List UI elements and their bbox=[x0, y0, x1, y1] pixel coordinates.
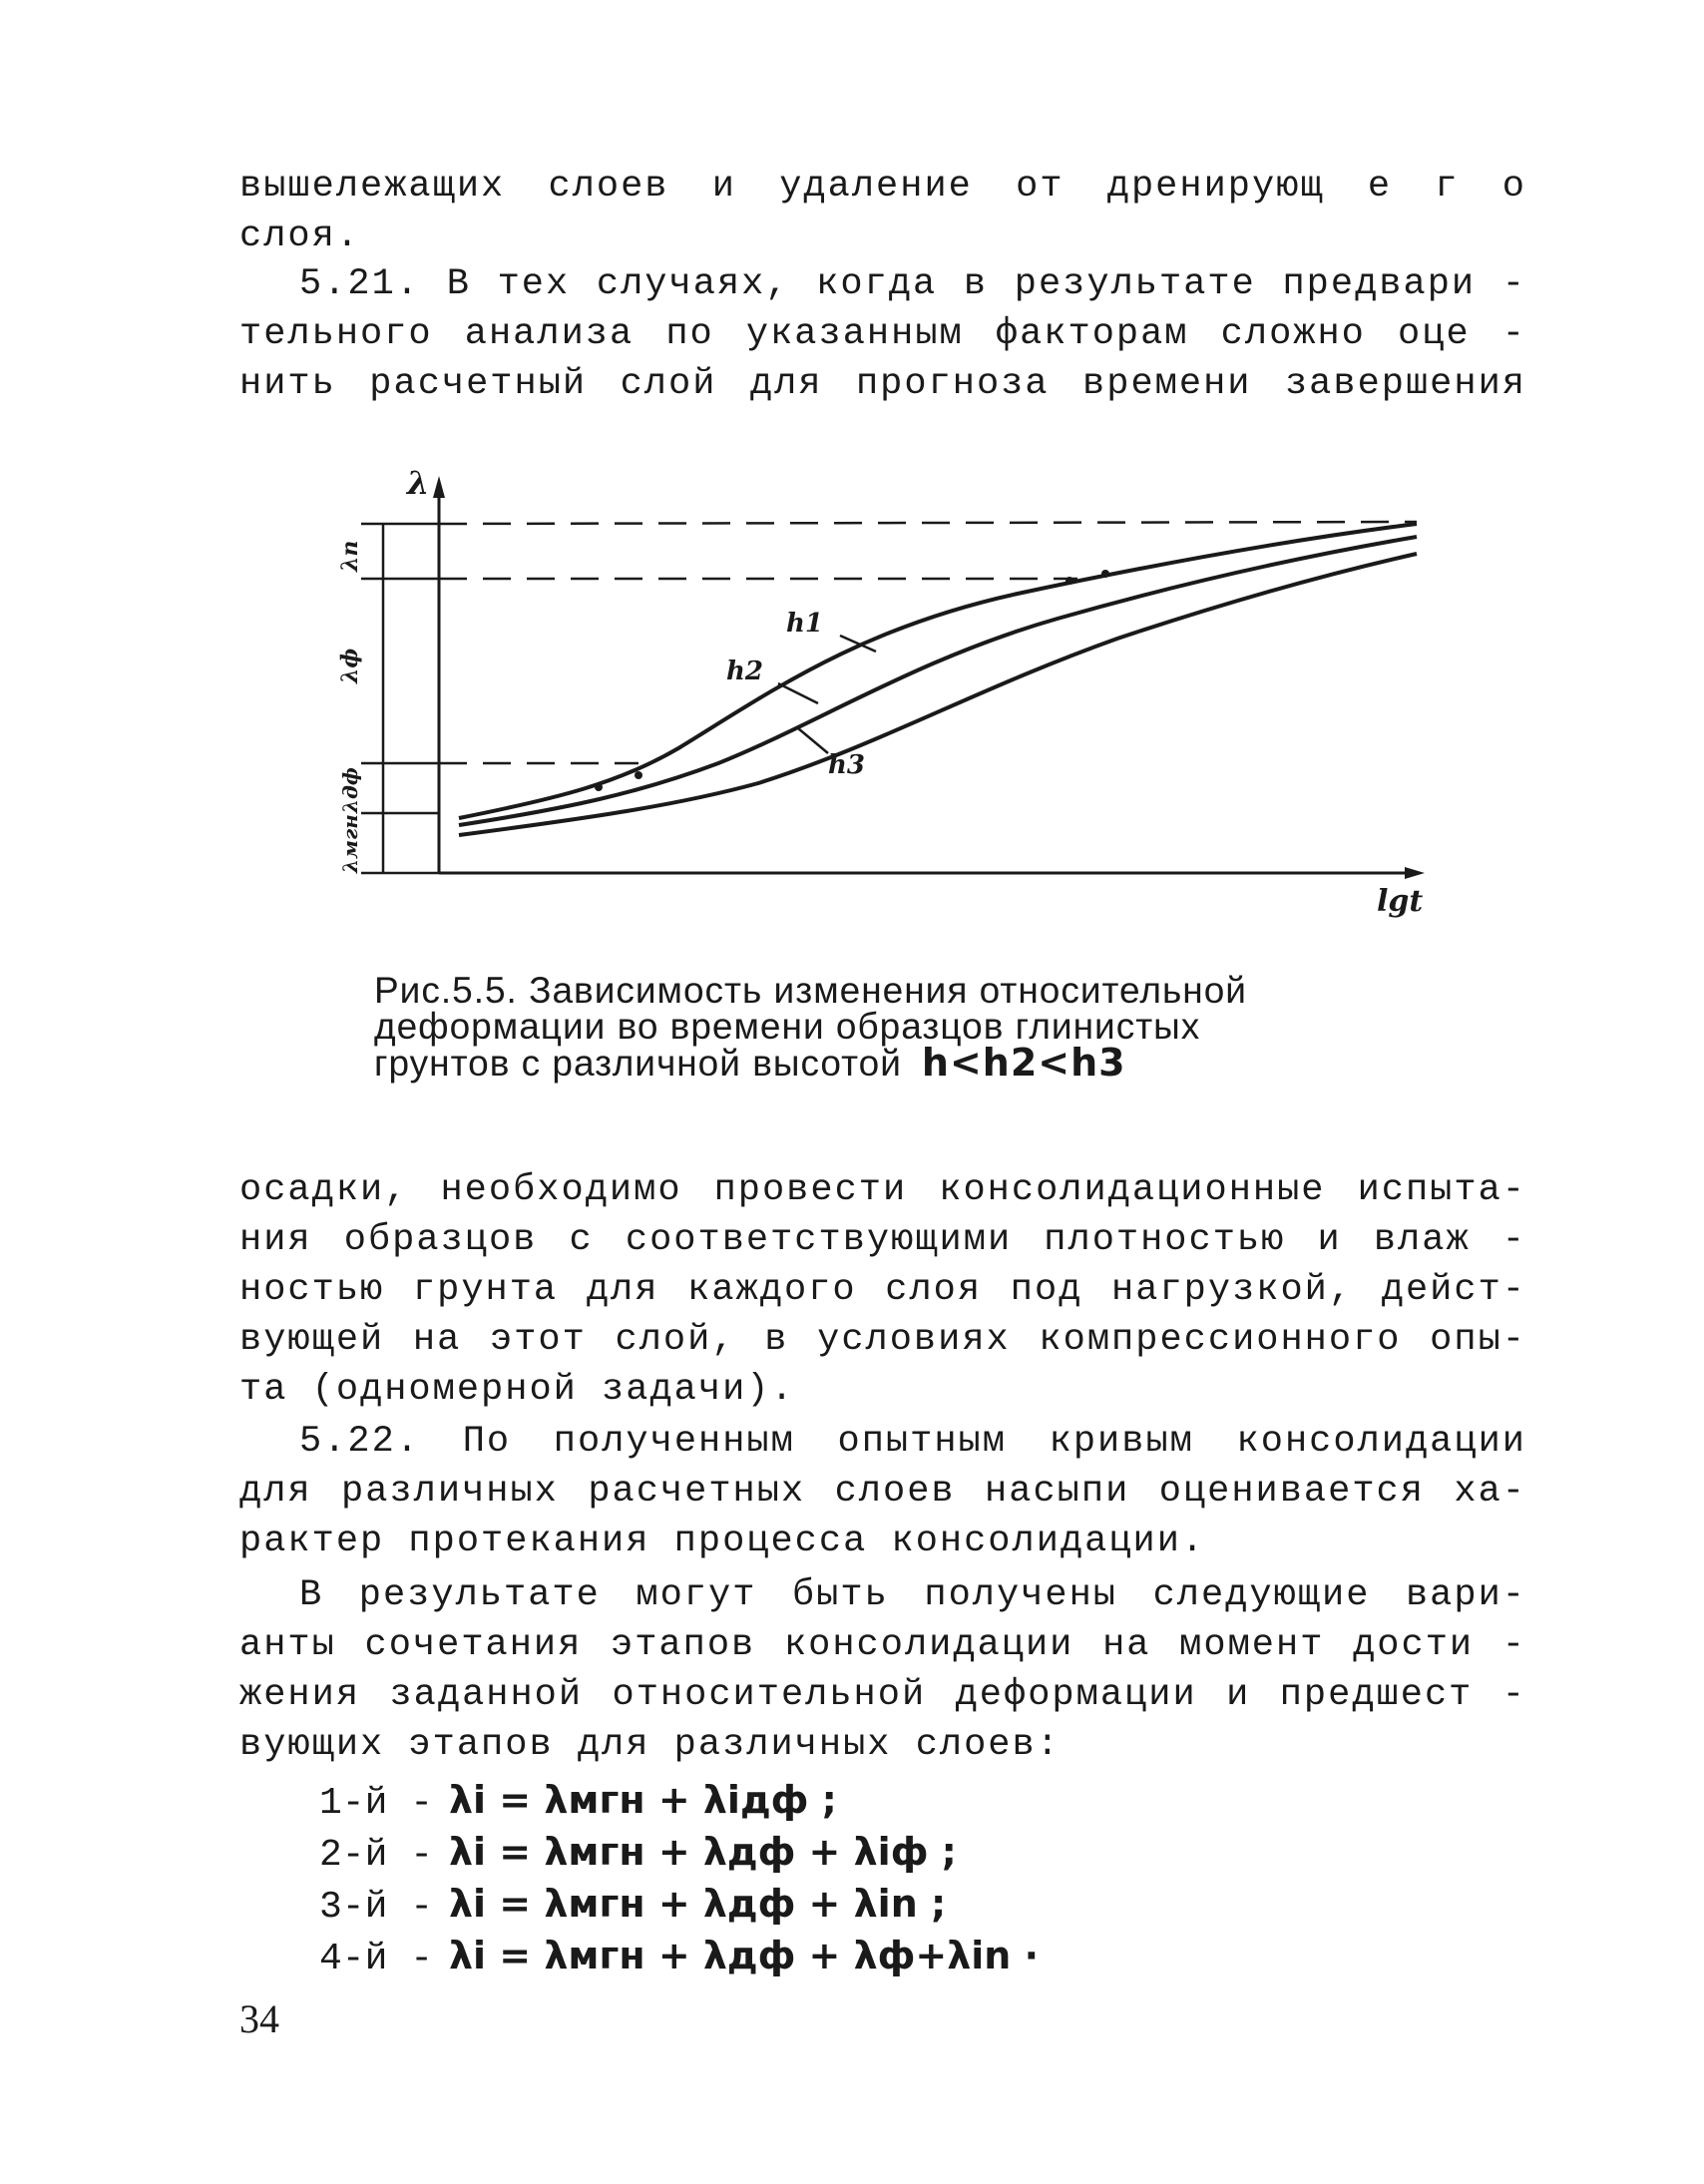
text-line: для различных расчетных слоев насыпи оценивается ха- bbox=[239, 1471, 1526, 1513]
text-line: тельного анализа по указанным факторам сложно оце - bbox=[239, 313, 1526, 355]
label-lambda-f: λф bbox=[337, 648, 363, 683]
formula-row bbox=[319, 1932, 1217, 1983]
formula-number: 4-й - bbox=[319, 1938, 434, 1980]
y-axis-arrow bbox=[433, 476, 445, 498]
text-line: ния образцов с соответствующими плотностью и влаж - bbox=[239, 1219, 1526, 1261]
curve-label-h1: h1 bbox=[786, 609, 823, 639]
curve-h1 bbox=[459, 524, 1417, 818]
label-lambda-mgn: λмгн bbox=[338, 814, 362, 873]
text-line: та (одномерной задачи). bbox=[239, 1369, 795, 1411]
formula-expression: λi = λмгн + λдф + λin ; bbox=[449, 1882, 947, 1926]
dashed-line-top bbox=[439, 522, 1417, 524]
text-line: нить расчетный слой для прогноза времени завершения bbox=[239, 363, 1526, 405]
formula-number: 1-й - bbox=[319, 1782, 434, 1825]
paragraph-continuation bbox=[239, 1165, 1526, 1415]
figure-5-5 bbox=[299, 454, 1457, 923]
text-line: вующей на этот слой, в условиях компрессионного опы- bbox=[239, 1319, 1526, 1361]
curve-label-h2: h2 bbox=[726, 656, 763, 686]
text-line: В результате могут быть получены следующие вари- bbox=[299, 1574, 1526, 1616]
caption-line: Рис.5.5. Зависимость изменения относительной bbox=[374, 970, 1247, 1011]
formula-list bbox=[319, 1776, 1217, 1983]
point-marker bbox=[1101, 570, 1109, 578]
formula-row bbox=[319, 1880, 1217, 1932]
paragraph-5-21 bbox=[239, 259, 1526, 409]
formula-number: 2-й - bbox=[319, 1834, 434, 1877]
caption-line bbox=[374, 1041, 1417, 1085]
text-line: вующих этапов для различных слоев: bbox=[239, 1724, 1061, 1766]
text-line: слоя. bbox=[239, 216, 361, 257]
text-line: 5.21. В тех случаях, когда в результате предвари - bbox=[299, 263, 1526, 305]
curve-label-h3: h3 bbox=[828, 750, 865, 780]
leader-h3 bbox=[798, 728, 828, 753]
formula-row bbox=[319, 1776, 1217, 1828]
formula-expression: λi = λмгн + λiдф ; bbox=[449, 1778, 837, 1822]
label-lambda-df: λдф bbox=[338, 767, 362, 813]
formula-row bbox=[319, 1828, 1217, 1880]
text-line: жения заданной относительной деформации и предшест - bbox=[239, 1674, 1526, 1716]
text-line: осадки, необходимо провести консолидационные испыта- bbox=[239, 1169, 1526, 1211]
y-axis-label: λ bbox=[407, 464, 430, 502]
text-line: анты сочетания этапов консолидации на момент дости - bbox=[239, 1624, 1526, 1666]
top-paragraph bbox=[239, 162, 1526, 261]
text-line: ностью грунта для каждого слоя под нагрузкой, дейст- bbox=[239, 1269, 1526, 1311]
paragraph-result bbox=[239, 1570, 1526, 1770]
paragraph-5-22 bbox=[239, 1417, 1526, 1566]
label-lambda-p: λп bbox=[337, 540, 363, 572]
text-line: 5.22. По полученным опытным кривым консолидации bbox=[299, 1421, 1526, 1463]
consolidation-graph bbox=[299, 454, 1457, 923]
caption-line-text: грунтов с различной высотой bbox=[374, 1043, 902, 1084]
caption-line: деформации во времени образцов глинистых bbox=[374, 1006, 1201, 1047]
figure-caption bbox=[374, 970, 1417, 1085]
text-line: рактер протекания процесса консолидации. bbox=[239, 1521, 1206, 1562]
formula-number: 3-й - bbox=[319, 1886, 434, 1929]
point-marker bbox=[635, 771, 642, 779]
curve-h3 bbox=[459, 554, 1417, 835]
height-relation: h<h2<h3 bbox=[921, 1041, 1126, 1085]
text-line: вышележащих слоев и удаление от дренирующ е г о bbox=[239, 166, 1526, 208]
leader-h1 bbox=[840, 636, 876, 652]
x-axis-label: lgt bbox=[1377, 884, 1424, 919]
formula-expression: λi = λмгн + λдф + λф+λin · bbox=[449, 1934, 1040, 1977]
x-axis-arrow bbox=[1405, 867, 1425, 879]
formula-expression: λi = λмгн + λдф + λiф ; bbox=[449, 1830, 957, 1874]
point-marker bbox=[1065, 577, 1073, 585]
point-marker bbox=[595, 783, 603, 791]
page-number: 34 bbox=[239, 1996, 279, 2041]
dimension-marks bbox=[361, 524, 439, 873]
leader-h2 bbox=[778, 683, 818, 703]
